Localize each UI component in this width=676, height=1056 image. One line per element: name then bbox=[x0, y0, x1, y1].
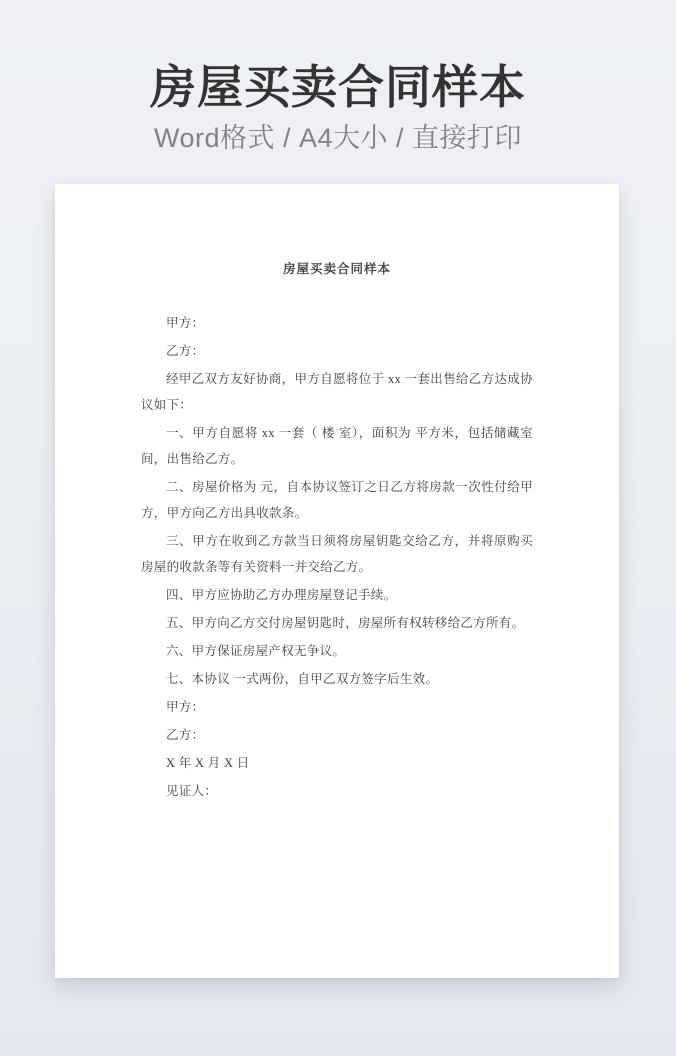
clause-7: 七、本协议 一式两份，自甲乙双方签字后生效。 bbox=[166, 672, 439, 686]
promo-header bbox=[0, 0, 676, 154]
clause-4: 四、甲方应协助乙方办理房屋登记手续。 bbox=[166, 588, 397, 602]
date-line: X 年 X 月 X 日 bbox=[166, 756, 250, 770]
clause-1: 一、甲方自愿将 xx 一套（ 楼 室），面积为 平方米，包括储藏室 间，出售给乙方。 bbox=[141, 426, 533, 466]
party-b-label: 乙方： bbox=[166, 344, 205, 358]
party-a-label: 甲方： bbox=[166, 316, 205, 330]
signature-party-b: 乙方： bbox=[166, 728, 205, 742]
clause-6: 六、甲方保证房屋产权无争议。 bbox=[166, 644, 346, 658]
witness-label: 见证人： bbox=[166, 784, 218, 798]
clause-5: 五、甲方向乙方交付房屋钥匙时，房屋所有权转移给乙方所有。 bbox=[166, 616, 525, 630]
page-subtitle: Word格式 / A4大小 / 直接打印 bbox=[153, 123, 523, 153]
clause-3: 三、甲方在收到乙方款当日须将房屋钥匙交给乙方，并将原购买房屋的收款条等有关资料一并交给乙方。 bbox=[141, 534, 533, 574]
document-page bbox=[55, 184, 619, 978]
page-title: 房屋买卖合同样本 bbox=[150, 61, 526, 113]
clause-2: 二、房屋价格为 元，自本协议签订之日乙方将房款一次性付给甲方，甲方向乙方出具收款条。 bbox=[141, 480, 533, 520]
document-title: 房屋买卖合同样本 bbox=[282, 262, 391, 276]
signature-party-a: 甲方： bbox=[166, 700, 205, 714]
contract-preamble: 经甲乙双方友好协商，甲方自愿将位于 xx 一套出售给乙方达成协议如下： bbox=[141, 372, 533, 412]
